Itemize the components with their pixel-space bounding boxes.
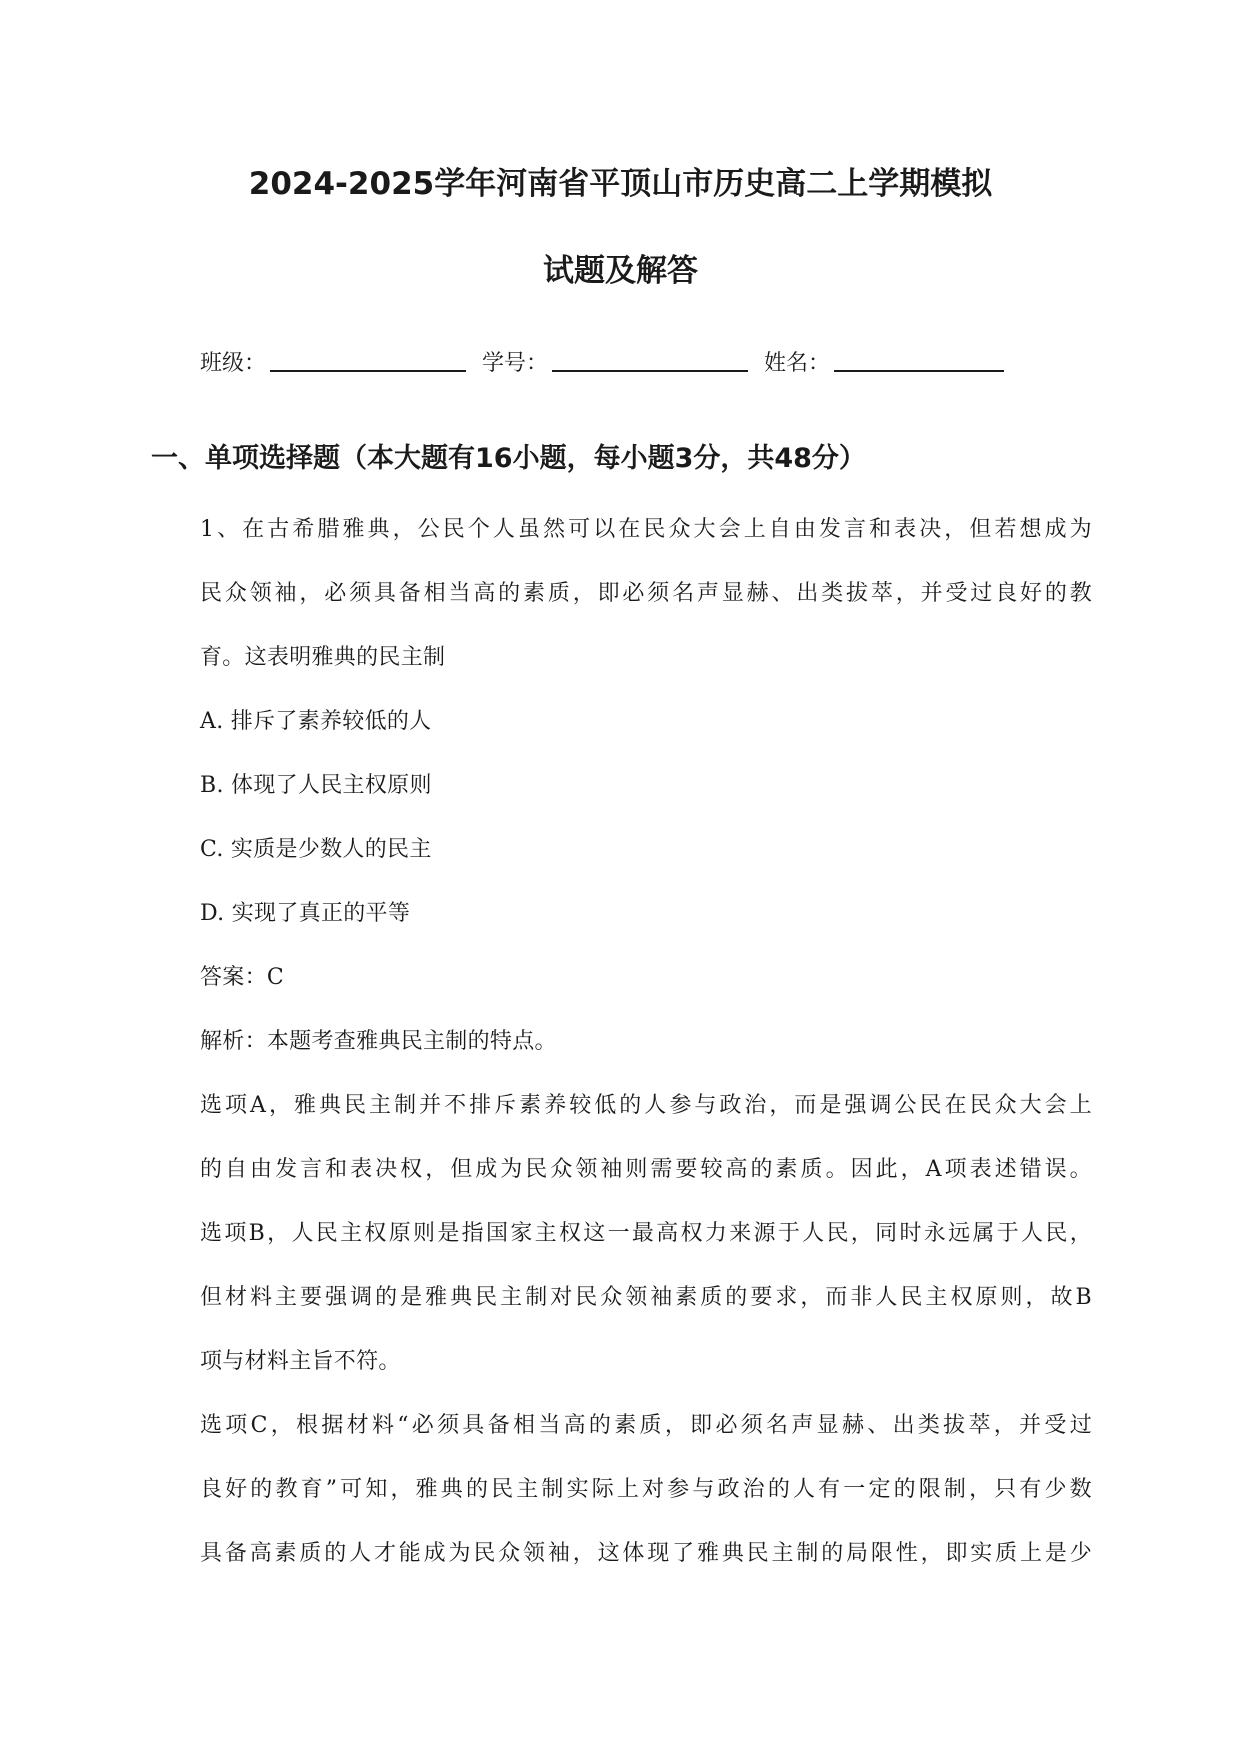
option-a: A. 排斥了素养较低的人 — [200, 709, 432, 734]
student-id-label: 学号： — [482, 351, 549, 376]
analysis-line: 解析：本题考查雅典民主制的特点。 — [200, 1029, 557, 1054]
name-blank-line — [834, 350, 1004, 372]
question-stem-line: 民众领袖，必须具备相当高的素质，即必须名声显赫、出类拔萃，并受过良好的教 — [200, 581, 1092, 606]
student-info-row — [200, 346, 1004, 377]
analysis-line: 项与材料主旨不符。 — [200, 1349, 401, 1374]
class-label: 班级： — [200, 351, 267, 376]
option-c: C. 实质是少数人的民主 — [200, 837, 432, 862]
analysis-line: 选项B，人民主权原则是指国家主权这一最高权力来源于人民，同时永远属于人民， — [200, 1221, 1092, 1246]
section-heading: 一、单项选择题（本大题有16小题，每小题3分，共48分） — [151, 443, 866, 474]
document-title-line-1: 2024-2025学年河南省平顶山市历史高二上学期模拟 — [248, 166, 993, 202]
document-title-line-2: 试题及解答 — [543, 253, 698, 289]
class-blank-line — [270, 350, 466, 372]
question-stem-line: 育。这表明雅典的民主制 — [200, 645, 446, 670]
option-d: D. 实现了真正的平等 — [200, 901, 411, 926]
analysis-line: 良好的教育”可知，雅典的民主制实际上对参与政治的人有一定的限制，只有少数 — [200, 1477, 1092, 1502]
analysis-line: 具备高素质的人才能成为民众领袖，这体现了雅典民主制的局限性，即实质上是少 — [200, 1541, 1092, 1566]
analysis-line: 选项C，根据材料“必须具备相当高的素质，即必须名声显赫、出类拔萃，并受过 — [200, 1413, 1092, 1438]
analysis-line: 的自由发言和表决权，但成为民众领袖则需要较高的素质。因此，A项表述错误。 — [200, 1157, 1092, 1182]
answer-line: 答案：C — [200, 965, 285, 990]
option-b: B. 体现了人民主权原则 — [200, 773, 432, 798]
name-label: 姓名： — [764, 351, 831, 376]
analysis-line: 选项A，雅典民主制并不排斥素养较低的人参与政治，而是强调公民在民众大会上 — [200, 1093, 1092, 1118]
student-id-blank-line — [552, 350, 748, 372]
analysis-line: 但材料主要强调的是雅典民主制对民众领袖素质的要求，而非人民主权原则，故B — [200, 1285, 1092, 1310]
question-stem-line: 1、在古希腊雅典，公民个人虽然可以在民众大会上自由发言和表决，但若想成为 — [200, 517, 1092, 542]
